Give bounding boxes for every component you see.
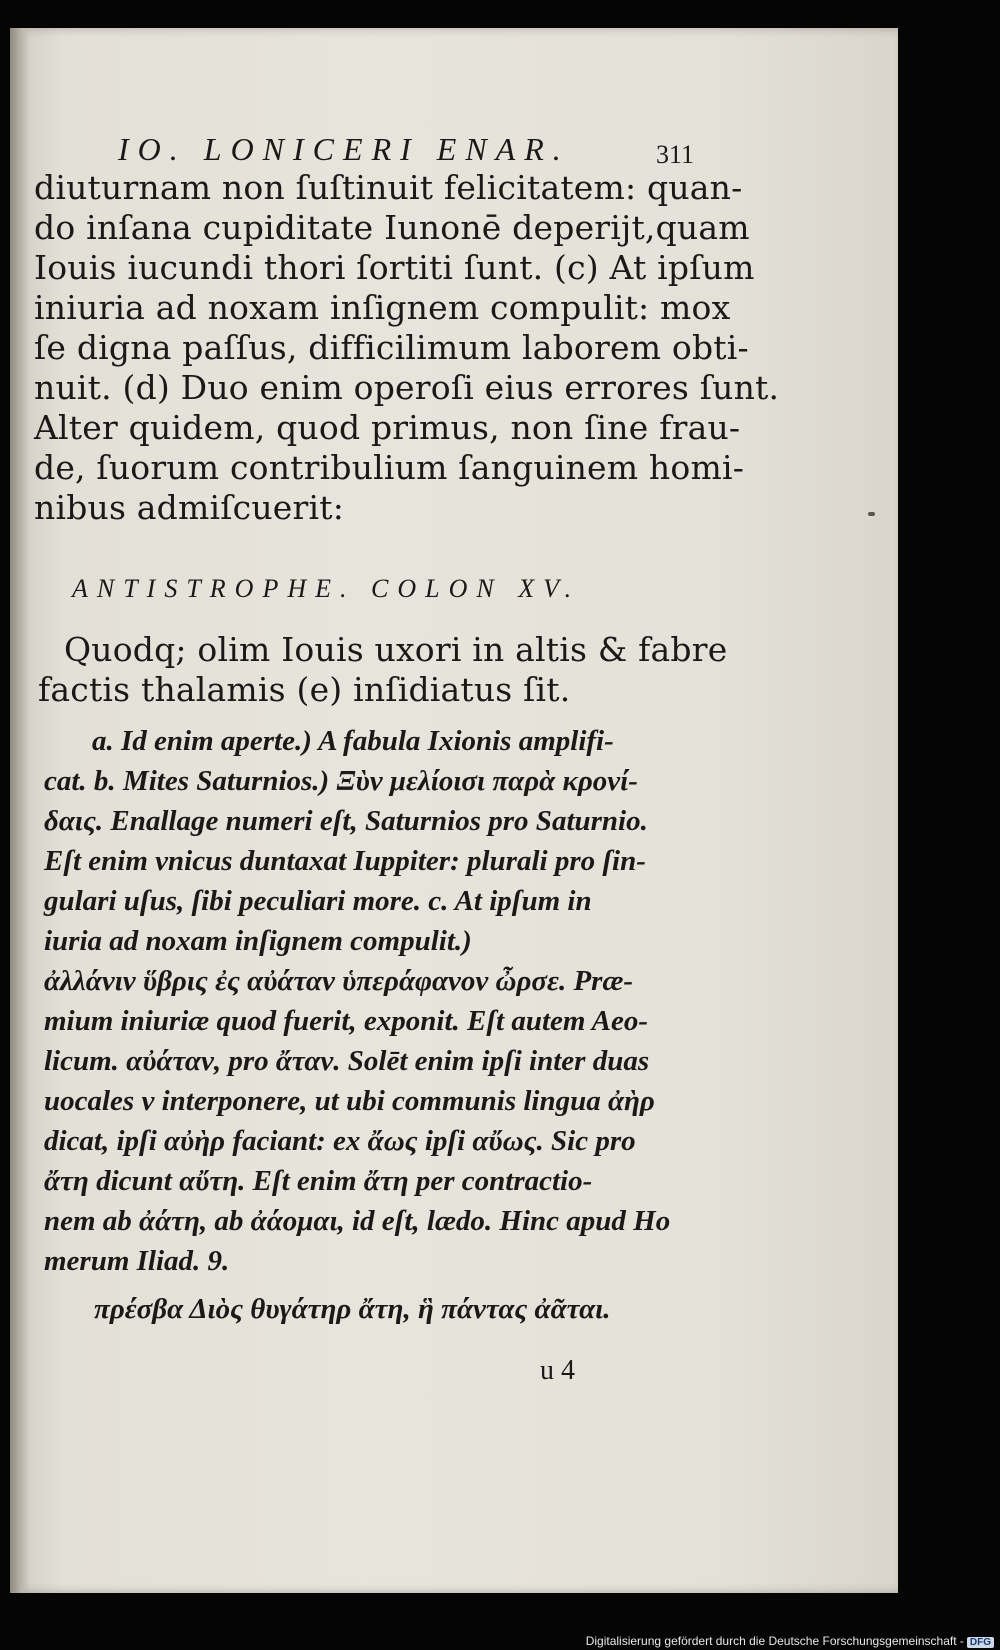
commentary-line: a. Id enim aperte.) A fabula Ixionis amplifi- xyxy=(92,725,614,757)
verse-line: factis thalamis (e) inſidiatus ſit. xyxy=(38,670,571,709)
body-line: do inſana cupiditate Iunonē deperijt,quam xyxy=(34,208,750,247)
commentary-line: nem ab ἀάτη, ab ἀάομαι, id eſt, lædo. Hinc apud Ho xyxy=(44,1205,671,1237)
verse-line: Quodq; olim Iouis uxori in altis & fabre xyxy=(64,630,728,669)
commentary-line: iuria ad noxam inſignem compulit.) xyxy=(44,925,472,957)
body-line: Iouis iucundi thori ſortiti ſunt. (c) At ipſum xyxy=(34,248,755,287)
commentary-line: mium iniuriæ quod fuerit, exponit. Eſt autem Aeo- xyxy=(44,1005,648,1037)
digitization-credit xyxy=(586,1634,994,1648)
ink-speck xyxy=(868,512,875,516)
page-gutter xyxy=(10,28,30,1593)
catchword-signature: u 4 xyxy=(540,1355,575,1386)
commentary-line: merum Iliad. 9. xyxy=(44,1245,230,1277)
commentary-line: dicat, ipſi αὐὴρ faciant: ex ἄως ipſi αὔως. Sic pro xyxy=(44,1125,636,1157)
body-line: ſe digna paſſus, difficilimum laborem obti- xyxy=(34,328,749,367)
page-number: 311 xyxy=(656,140,695,169)
commentary-line: ἄτη dicunt αὔτη. Eſt enim ἄτη per contractio- xyxy=(44,1165,593,1197)
body-line: nuit. (d) Duo enim operoſi eius errores ſunt. xyxy=(34,368,780,407)
credit-text: Digitalisierung gefördert durch die Deutsche Forschungsgemeinschaft - xyxy=(585,1634,964,1648)
commentary-line: licum. αὐάταν, pro ἄταν. Solēt enim ipſi inter duas xyxy=(44,1045,650,1077)
running-title: IO. LONICERI ENAR. xyxy=(118,131,570,167)
body-line: nibus admiſcuerit: xyxy=(34,488,345,527)
commentary-line: δαις. Enallage numeri eſt, Saturnios pro Saturnio. xyxy=(44,805,648,837)
body-line: diuturnam non ſuſtinuit felicitatem: quan- xyxy=(34,168,743,207)
dfg-logo: DFG xyxy=(967,1637,994,1648)
commentary-line: uocales v interponere, ut ubi communis lingua ἀὴρ xyxy=(44,1085,655,1117)
body-line: de, ſuorum contribulium ſanguinem homi- xyxy=(34,448,745,487)
section-heading: ANTISTROPHE. COLON XV. xyxy=(72,574,581,603)
body-line: Alter quidem, quod primus, non ſine frau- xyxy=(34,408,741,447)
commentary-line: cat. b. Mites Saturnios.) Ξὺν μελίοισι παρὰ κρονί- xyxy=(44,765,638,797)
body-line: iniuria ad noxam inſignem compulit: mox xyxy=(34,288,731,327)
commentary-line: πρέσβα Διὸς θυγάτηρ ἄτη, ἣ πάντας ἀᾶται. xyxy=(94,1293,611,1325)
commentary-line: gulari uſus, ſibi peculiari more. c. At ipſum in xyxy=(44,885,592,917)
commentary-line: ἀλλάνιν ὕβρις ἐς αὐάταν ὑπεράφανον ὦρσε. Præ- xyxy=(44,965,634,997)
commentary-line: Eſt enim vnicus duntaxat Iuppiter: plurali pro ſin- xyxy=(44,845,646,877)
book-page xyxy=(10,28,898,1593)
